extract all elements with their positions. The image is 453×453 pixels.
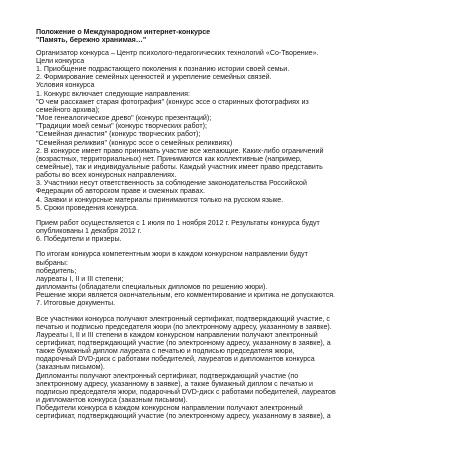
text-line: "О чем расскажет старая фотография" (конкурс эссе о старинных фотографиях из [36,97,309,106]
section-organizer-goals-conditions [36,49,423,212]
text-line: Цели конкурса [36,56,85,65]
text-line: Условия конкурса [36,81,95,90]
text-line: "Семейная династия" (конкурс творческих работ); [36,130,201,139]
text-line: семейного архива); [36,105,100,114]
text-line: сертификат, подтверждающий участие (по электронному адресу, указанному в заявке), а [36,412,331,421]
paragraph-gap [36,212,423,219]
text-line: "Традиции моей семьи" (конкурс творческих работ); [36,122,207,131]
text-line: и дипломантов конкурса (заказным письмом). [36,396,188,405]
text-line: семейные), так и индивидуальные работы. Каждый участник имеет право представить [36,163,323,171]
text-line: Федерации об авторском праве и смежных правах. [36,187,205,196]
text-line: сертификат, подтверждающий участие (по электронному адресу, указанному в заявке), а [36,338,331,347]
text-line: 5. Сроки проведения конкурса. [36,203,139,212]
title-line-1: Положение о Международном интернет-конкурсе [36,28,211,36]
text-line: (заказным письмом). [36,363,105,372]
text-line: дипломанты (обладатели специальных дипломов по решению жюри). [36,283,268,292]
text-line: печатью и подписью председателя жюри (по электронному адресу, указанному в заявке). [36,322,332,331]
title-line-2: "Память, бережно хранимая…" [36,36,147,45]
text-line: подписью председателя жюри, подарочный DVD-диск с работами победителей, лауреатов [36,387,336,396]
text-line: также бумажный диплом лауреата с печатью и подписью председателя жюри, [36,347,295,356]
text-line: 6. Победители и призеры. [36,235,122,244]
text-line: Прием работ осуществляется с 1 июля по 1 ноября 2012 г. Результаты конкурса будут [36,218,320,227]
text-line: "Мое генеалогическое древо" (конкурс презентаций); [36,114,212,123]
text-line: Все участники конкурса получают электронный сертификат, подтверждающий участие, с [36,314,330,323]
text-line: подарочный DVD-диск с работами победителей, лауреатов и дипломантов конкурса [36,355,315,364]
text-line: Организатор конкурса – Центр психолого-педагогических технологий «Со-Творение». [36,48,319,57]
text-line: 2. В конкурсе имеет право принимать участие все желающие. Каких-либо ограничений [36,146,324,155]
text-line: 2. Формирование семейных ценностей и укрепление семейных связей. [36,73,272,82]
section-documents [36,315,423,421]
document-title [36,28,423,45]
section-jury [36,250,423,307]
text-line: работы во всех конкурсных направлениях. [36,171,177,180]
text-line: лауреаты I, II и III степени; [36,274,124,283]
text-line: 3. Участники несут ответственность за соблюдение законодательства Российской [36,179,307,188]
text-line: По итогам конкурса компетентным жюри в каждом конкурсном направлении будут [36,250,308,259]
text-line: 1. Конкурс включает следующие направления: [36,89,190,98]
text-line: электронному адресу, указанному в заявке), а также бумажный диплом с печатью и [36,379,313,388]
text-line: 1. Приобщение подрастающего поколения к познанию истории своей семьи. [36,65,290,74]
text-line: опубликованы 1 декабря 2012 г. [36,227,142,236]
text-line: (возрастных, территориальных) нет. Принимаются как коллективные (например, [36,154,302,163]
text-line: победитель; [36,266,77,275]
paragraph-gap [36,243,423,250]
text-line: Победители конкурса в каждом конкурсном направлении получают электронный [36,404,303,413]
paragraph-gap [36,308,423,315]
section-dates [36,219,423,243]
text-line: 7. Итоговые документы. [36,299,116,308]
text-line: выбраны: [36,258,68,267]
text-line: "Семейная реликвия" (конкурс эссе о семейных реликвиях) [36,138,233,147]
text-line: Дипломанты получают электронный сертификат, подтверждающий участие (по [36,371,299,380]
text-line: 4. Заявки и конкурсные материалы принимаются только на русском языке. [36,195,284,204]
text-line: Лауреаты I, II и III степени в каждом конкурсном направлении получают электронный [36,330,318,339]
text-line: Решение жюри является окончательным, его комментирование и критика не допускаются. [36,291,336,300]
